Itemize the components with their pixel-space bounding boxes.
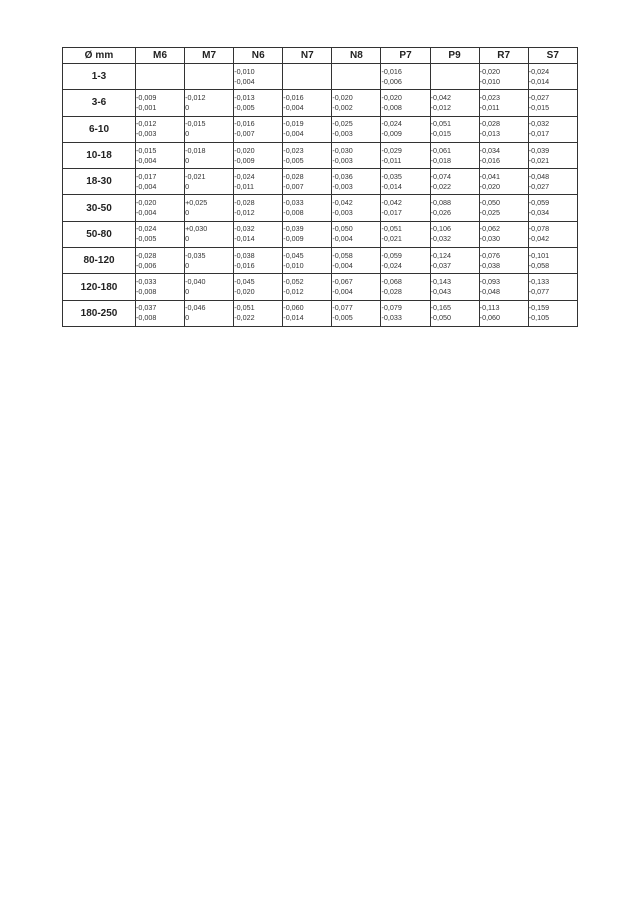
tolerance-cell — [381, 116, 430, 142]
upper-deviation: 0 — [185, 260, 190, 270]
upper-deviation: -0,008 — [136, 287, 157, 297]
lower-deviation: -0,078 — [528, 224, 550, 234]
lower-deviation: -0,040 — [185, 277, 206, 287]
lower-deviation: -0,020 — [381, 92, 402, 102]
table-body — [63, 64, 578, 327]
upper-deviation: -0,020 — [234, 287, 255, 297]
upper-deviation: -0,010 — [479, 76, 501, 86]
tolerance-cell — [430, 64, 479, 90]
upper-deviation: -0,005 — [234, 102, 255, 112]
row-label-diameter-range: 18-30 — [63, 169, 136, 195]
tolerance-cell — [528, 90, 577, 116]
tolerance-cell — [381, 221, 430, 247]
table-row — [63, 300, 578, 326]
lower-deviation: -0,113 — [479, 303, 500, 313]
lower-deviation: -0,016 — [234, 119, 255, 129]
lower-deviation: -0,061 — [430, 145, 451, 155]
upper-deviation: 0 — [185, 129, 190, 139]
tolerance-cell — [136, 169, 185, 195]
table-row — [63, 116, 578, 142]
row-label-diameter-range: 10-18 — [63, 142, 136, 168]
tolerance-cell — [479, 64, 528, 90]
lower-deviation: -0,042 — [430, 92, 451, 102]
lower-deviation: -0,028 — [234, 198, 255, 208]
table-row — [63, 169, 578, 195]
upper-deviation: -0,011 — [381, 155, 402, 165]
upper-deviation: -0,011 — [479, 102, 500, 112]
upper-deviation: -0,004 — [283, 102, 304, 112]
upper-deviation: -0,015 — [528, 102, 550, 112]
upper-deviation: -0,002 — [332, 102, 353, 112]
upper-deviation: -0,008 — [136, 313, 157, 323]
tolerance-cell — [185, 248, 234, 274]
tolerance-cell — [185, 142, 234, 168]
tolerance-cell — [234, 195, 283, 221]
tolerance-cell — [234, 221, 283, 247]
tolerance-cell — [332, 274, 381, 300]
tolerance-cell — [332, 116, 381, 142]
tolerance-cell — [332, 248, 381, 274]
upper-deviation: -0,016 — [234, 260, 255, 270]
lower-deviation: -0,052 — [283, 277, 304, 287]
lower-deviation: -0,042 — [381, 198, 402, 208]
upper-deviation: -0,011 — [234, 181, 255, 191]
row-label-diameter-range: 1-3 — [63, 64, 136, 90]
upper-deviation: -0,004 — [136, 155, 157, 165]
upper-deviation: -0,004 — [332, 234, 353, 244]
lower-deviation: -0,020 — [136, 198, 157, 208]
upper-deviation: -0,004 — [136, 208, 157, 218]
tolerance-cell — [479, 116, 528, 142]
lower-deviation: -0,039 — [283, 224, 304, 234]
tolerance-cell — [381, 248, 430, 274]
lower-deviation: -0,039 — [528, 145, 550, 155]
tolerance-cell — [479, 169, 528, 195]
upper-deviation: 0 — [185, 313, 190, 323]
column-header-n6: N6 — [234, 48, 283, 64]
upper-deviation: -0,021 — [381, 234, 402, 244]
lower-deviation: -0,029 — [381, 145, 402, 155]
tolerance-cell — [185, 169, 234, 195]
tolerance-cell — [381, 142, 430, 168]
lower-deviation: -0,036 — [332, 171, 353, 181]
row-label-diameter-range: 6-10 — [63, 116, 136, 142]
lower-deviation: -0,143 — [430, 277, 451, 287]
lower-deviation: -0,165 — [430, 303, 451, 313]
tolerance-cell — [283, 169, 332, 195]
lower-deviation: -0,030 — [332, 145, 353, 155]
lower-deviation: -0,032 — [234, 224, 255, 234]
upper-deviation: -0,032 — [430, 234, 451, 244]
upper-deviation: -0,021 — [528, 155, 550, 165]
lower-deviation: -0,051 — [234, 303, 255, 313]
lower-deviation: -0,021 — [185, 171, 206, 181]
tolerance-cell — [136, 221, 185, 247]
tolerance-cell — [430, 195, 479, 221]
tolerance-cell — [332, 64, 381, 90]
table-row — [63, 64, 578, 90]
lower-deviation: -0,035 — [185, 250, 206, 260]
tolerance-cell — [430, 116, 479, 142]
tolerance-cell — [185, 64, 234, 90]
lower-deviation: -0,024 — [136, 224, 157, 234]
upper-deviation: -0,018 — [430, 155, 451, 165]
lower-deviation: -0,018 — [185, 145, 206, 155]
lower-deviation: -0,106 — [430, 224, 451, 234]
lower-deviation: -0,016 — [381, 66, 402, 76]
tolerance-cell — [332, 300, 381, 326]
tolerance-cell — [332, 169, 381, 195]
tolerance-cell — [136, 195, 185, 221]
upper-deviation: -0,004 — [332, 287, 353, 297]
lower-deviation: -0,067 — [332, 277, 353, 287]
column-header-p7: P7 — [381, 48, 430, 64]
upper-deviation: -0,008 — [381, 102, 402, 112]
lower-deviation: -0,074 — [430, 171, 451, 181]
column-header-m6: M6 — [136, 48, 185, 64]
lower-deviation: -0,068 — [381, 277, 402, 287]
lower-deviation: -0,060 — [283, 303, 304, 313]
upper-deviation: -0,003 — [332, 181, 353, 191]
lower-deviation: -0,045 — [283, 250, 304, 260]
upper-deviation: -0,013 — [479, 129, 501, 139]
upper-deviation: -0,014 — [234, 234, 255, 244]
header-row — [63, 48, 578, 64]
lower-deviation: -0,023 — [283, 145, 304, 155]
upper-deviation: -0,058 — [528, 260, 550, 270]
upper-deviation: 0 — [185, 102, 190, 112]
lower-deviation: -0,025 — [332, 119, 353, 129]
lower-deviation: -0,088 — [430, 198, 451, 208]
tolerance-cell — [430, 221, 479, 247]
tolerance-cell — [479, 248, 528, 274]
upper-deviation: -0,105 — [528, 313, 550, 323]
lower-deviation: -0,024 — [381, 119, 402, 129]
tolerance-cell — [381, 64, 430, 90]
upper-deviation: 0 — [185, 287, 190, 297]
lower-deviation: -0,012 — [185, 92, 206, 102]
row-label-diameter-range: 3-6 — [63, 90, 136, 116]
tolerance-cell — [430, 274, 479, 300]
tolerance-cell — [332, 195, 381, 221]
upper-deviation: -0,028 — [381, 287, 402, 297]
lower-deviation: -0,041 — [479, 171, 501, 181]
upper-deviation: -0,005 — [283, 155, 304, 165]
lower-deviation: -0,024 — [528, 66, 550, 76]
upper-deviation: -0,012 — [234, 208, 255, 218]
table-row — [63, 195, 578, 221]
lower-deviation: -0,038 — [234, 250, 255, 260]
tolerance-table — [62, 47, 578, 327]
upper-deviation: -0,024 — [381, 260, 402, 270]
tolerance-cell — [185, 221, 234, 247]
lower-deviation: -0,093 — [479, 277, 501, 287]
lower-deviation: -0,159 — [528, 303, 550, 313]
tolerance-cell — [528, 248, 577, 274]
table-header — [63, 48, 578, 64]
lower-deviation: -0,033 — [136, 277, 157, 287]
tolerance-cell — [479, 221, 528, 247]
upper-deviation: -0,017 — [528, 129, 550, 139]
lower-deviation: -0,020 — [332, 92, 353, 102]
upper-deviation: -0,060 — [479, 313, 501, 323]
tolerance-cell — [136, 90, 185, 116]
lower-deviation: -0,048 — [528, 171, 550, 181]
upper-deviation: -0,016 — [479, 155, 501, 165]
upper-deviation: -0,004 — [283, 129, 304, 139]
lower-deviation: -0,024 — [234, 171, 255, 181]
column-header-m7: M7 — [185, 48, 234, 64]
lower-deviation: -0,020 — [479, 66, 501, 76]
tolerance-cell — [136, 248, 185, 274]
tolerance-cell — [528, 221, 577, 247]
lower-deviation: -0,045 — [234, 277, 255, 287]
tolerance-cell — [381, 195, 430, 221]
tolerance-cell — [381, 274, 430, 300]
lower-deviation: -0,133 — [528, 277, 550, 287]
upper-deviation: -0,006 — [136, 260, 157, 270]
lower-deviation: -0,077 — [332, 303, 353, 313]
tolerance-cell — [479, 90, 528, 116]
upper-deviation: -0,003 — [332, 129, 353, 139]
upper-deviation: -0,077 — [528, 287, 550, 297]
upper-deviation: -0,009 — [381, 129, 402, 139]
tolerance-cell — [430, 142, 479, 168]
tolerance-cell — [381, 300, 430, 326]
lower-deviation: -0,015 — [136, 145, 157, 155]
upper-deviation: -0,043 — [430, 287, 451, 297]
upper-deviation: -0,007 — [234, 129, 255, 139]
upper-deviation: 0 — [185, 181, 190, 191]
upper-deviation: -0,009 — [283, 234, 304, 244]
upper-deviation: -0,050 — [430, 313, 451, 323]
upper-deviation: -0,012 — [430, 102, 451, 112]
lower-deviation: -0,016 — [283, 92, 304, 102]
lower-deviation: -0,023 — [479, 92, 501, 102]
lower-deviation: -0,035 — [381, 171, 402, 181]
tolerance-cell — [283, 64, 332, 90]
tolerance-cell — [283, 221, 332, 247]
upper-deviation: -0,001 — [136, 102, 157, 112]
upper-deviation: -0,015 — [430, 129, 451, 139]
lower-deviation: -0,013 — [234, 92, 255, 102]
lower-deviation: -0,027 — [528, 92, 550, 102]
tolerance-cell — [136, 274, 185, 300]
lower-deviation: +0,030 — [185, 224, 208, 234]
tolerance-cell — [528, 300, 577, 326]
upper-deviation: -0,004 — [136, 181, 157, 191]
tolerance-cell — [479, 142, 528, 168]
upper-deviation: -0,025 — [479, 208, 501, 218]
tolerance-cell — [381, 90, 430, 116]
upper-deviation: -0,026 — [430, 208, 451, 218]
tolerance-cell — [136, 142, 185, 168]
tolerance-cell — [234, 116, 283, 142]
upper-deviation: -0,027 — [528, 181, 550, 191]
tolerance-cell — [234, 300, 283, 326]
tolerance-cell — [528, 64, 577, 90]
lower-deviation: -0,028 — [479, 119, 501, 129]
lower-deviation: -0,059 — [528, 198, 550, 208]
row-label-diameter-range: 50-80 — [63, 221, 136, 247]
lower-deviation: -0,020 — [234, 145, 255, 155]
lower-deviation: -0,124 — [430, 250, 451, 260]
lower-deviation: -0,037 — [136, 303, 157, 313]
upper-deviation: -0,034 — [528, 208, 550, 218]
upper-deviation: 0 — [185, 208, 190, 218]
upper-deviation: -0,014 — [283, 313, 304, 323]
tolerance-cell — [136, 64, 185, 90]
lower-deviation: -0,101 — [528, 250, 550, 260]
upper-deviation: -0,037 — [430, 260, 451, 270]
upper-deviation: -0,004 — [332, 260, 353, 270]
upper-deviation: -0,012 — [283, 287, 304, 297]
upper-deviation: -0,014 — [381, 181, 402, 191]
lower-deviation: -0,028 — [136, 250, 157, 260]
tolerance-cell — [234, 274, 283, 300]
upper-deviation: -0,003 — [332, 208, 353, 218]
upper-deviation: -0,038 — [479, 260, 501, 270]
upper-deviation: -0,017 — [381, 208, 402, 218]
upper-deviation: 0 — [185, 234, 190, 244]
tolerance-cell — [332, 90, 381, 116]
lower-deviation: -0,051 — [381, 224, 402, 234]
tolerance-cell — [283, 116, 332, 142]
upper-deviation: -0,048 — [479, 287, 501, 297]
upper-deviation: 0 — [185, 155, 190, 165]
lower-deviation: -0,076 — [479, 250, 501, 260]
lower-deviation: -0,032 — [528, 119, 550, 129]
upper-deviation: -0,022 — [430, 181, 451, 191]
column-header-r7: R7 — [479, 48, 528, 64]
tolerance-cell — [430, 169, 479, 195]
lower-deviation: -0,050 — [332, 224, 353, 234]
lower-deviation: -0,051 — [430, 119, 451, 129]
upper-deviation: -0,005 — [136, 234, 157, 244]
tolerance-cell — [234, 90, 283, 116]
tolerance-cell — [430, 300, 479, 326]
table-row — [63, 274, 578, 300]
upper-deviation: -0,014 — [528, 76, 550, 86]
table-row — [63, 248, 578, 274]
upper-deviation: -0,008 — [283, 208, 304, 218]
row-label-diameter-range: 30-50 — [63, 195, 136, 221]
tolerance-cell — [479, 300, 528, 326]
row-label-diameter-range: 80-120 — [63, 248, 136, 274]
lower-deviation: -0,050 — [479, 198, 501, 208]
tolerance-cell — [234, 169, 283, 195]
lower-deviation: -0,062 — [479, 224, 501, 234]
upper-deviation: -0,033 — [381, 313, 402, 323]
tolerance-cell — [528, 274, 577, 300]
tolerance-cell — [234, 64, 283, 90]
tolerance-cell — [185, 90, 234, 116]
upper-deviation: -0,004 — [234, 76, 255, 86]
row-label-diameter-range: 180-250 — [63, 300, 136, 326]
upper-deviation: -0,003 — [332, 155, 353, 165]
lower-deviation: -0,042 — [332, 198, 353, 208]
tolerance-cell — [528, 195, 577, 221]
column-header-s7: S7 — [528, 48, 577, 64]
lower-deviation: -0,017 — [136, 171, 157, 181]
upper-deviation: -0,030 — [479, 234, 501, 244]
tolerance-cell — [430, 248, 479, 274]
lower-deviation: -0,028 — [283, 171, 304, 181]
tolerance-cell — [283, 274, 332, 300]
lower-deviation: +0,025 — [185, 198, 208, 208]
tolerance-cell — [381, 169, 430, 195]
lower-deviation: -0,009 — [136, 92, 157, 102]
tolerance-cell — [136, 116, 185, 142]
upper-deviation: -0,042 — [528, 234, 550, 244]
tolerance-cell — [528, 116, 577, 142]
upper-deviation: -0,005 — [332, 313, 353, 323]
tolerance-cell — [332, 142, 381, 168]
lower-deviation: -0,010 — [234, 66, 255, 76]
tolerance-cell — [185, 300, 234, 326]
table-row — [63, 90, 578, 116]
lower-deviation: -0,079 — [381, 303, 402, 313]
tolerance-cell — [185, 116, 234, 142]
tolerance-cell — [136, 300, 185, 326]
upper-deviation: -0,009 — [234, 155, 255, 165]
tolerance-cell — [430, 90, 479, 116]
upper-deviation: -0,006 — [381, 76, 402, 86]
tolerance-cell — [283, 300, 332, 326]
column-header-n8: N8 — [332, 48, 381, 64]
tolerance-cell — [283, 142, 332, 168]
column-header-diameter: Ø mm — [63, 48, 136, 64]
lower-deviation: -0,012 — [136, 119, 157, 129]
upper-deviation: -0,022 — [234, 313, 255, 323]
table-row — [63, 142, 578, 168]
lower-deviation: -0,046 — [185, 303, 206, 313]
tolerance-cell — [479, 195, 528, 221]
tolerance-cell — [528, 142, 577, 168]
lower-deviation: -0,033 — [283, 198, 304, 208]
upper-deviation: -0,003 — [136, 129, 157, 139]
tolerance-cell — [185, 195, 234, 221]
column-header-p9: P9 — [430, 48, 479, 64]
tolerance-cell — [479, 274, 528, 300]
upper-deviation: -0,020 — [479, 181, 501, 191]
tolerance-cell — [332, 221, 381, 247]
tolerance-cell — [528, 169, 577, 195]
tolerance-cell — [185, 274, 234, 300]
lower-deviation: -0,059 — [381, 250, 402, 260]
tolerance-cell — [283, 248, 332, 274]
tolerance-cell — [283, 195, 332, 221]
column-header-n7: N7 — [283, 48, 332, 64]
row-label-diameter-range: 120-180 — [63, 274, 136, 300]
lower-deviation: -0,058 — [332, 250, 353, 260]
lower-deviation: -0,019 — [283, 119, 304, 129]
tolerance-cell — [234, 248, 283, 274]
lower-deviation: -0,034 — [479, 145, 501, 155]
upper-deviation: -0,010 — [283, 260, 304, 270]
tolerance-cell — [283, 90, 332, 116]
table-row — [63, 221, 578, 247]
lower-deviation: -0,015 — [185, 119, 206, 129]
tolerance-cell — [234, 142, 283, 168]
upper-deviation: -0,007 — [283, 181, 304, 191]
